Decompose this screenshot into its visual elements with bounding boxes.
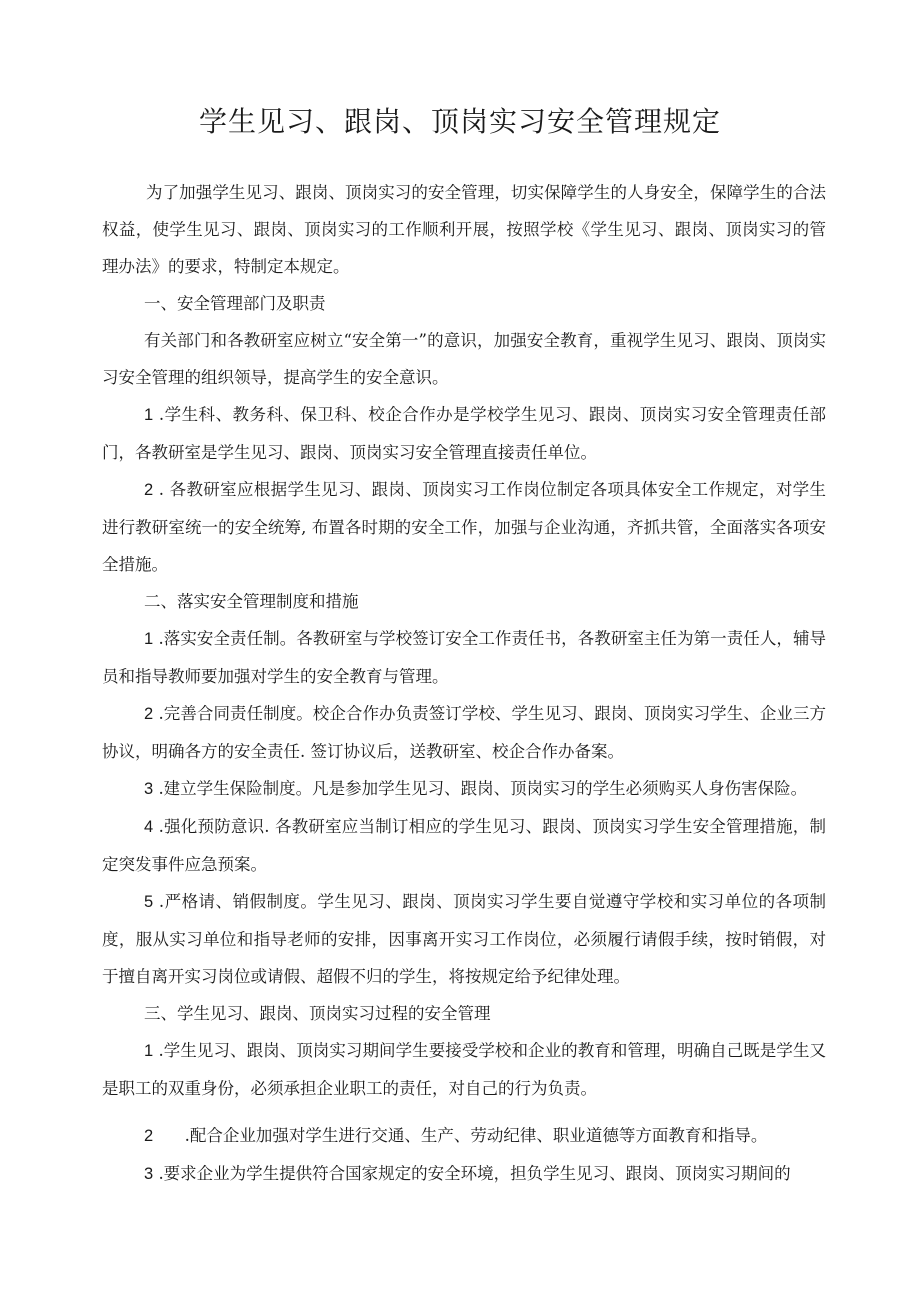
section-1-heading: 一、安全管理部门及职责: [144, 294, 326, 313]
item-number: 2: [144, 1127, 154, 1145]
item-number: 1: [144, 630, 154, 648]
intro-paragraph: 为了加强学生见习、跟岗、顶岗实习的安全管理，切实保障学生的人身安全，保障学生的合法权益，使学生见习、跟岗、顶岗实习的工作顺利开展，按照学校《学生见习、跟岗、顶岗实习的管理办法》的要求，特制定本规定。: [102, 183, 826, 276]
item-text: .学生科、教务科、保卫科、校企合作办是学校学生见习、跟岗、顶岗实习安全管理责任部门，各教研室是学生见习、跟岗、顶岗实习安全管理直接责任单位。: [102, 405, 826, 462]
section-3-item-2: [102, 1117, 826, 1155]
item-number: 1: [144, 1042, 154, 1060]
item-text: .学生见习、跟岗、顶岗实习期间学生要接受学校和企业的教育和管理，明确自己既是学生又是职工的双重身份，必须承担企业职工的责任，对自己的行为负责。: [102, 1041, 827, 1098]
item-text: . 各教研室应根据学生见习、跟岗、顶岗实习工作岗位制定各项具体安全工作规定，对学生进行教研室统一的安全统筹, 布置各时期的安全工作，加强与企业沟通，齐抓共管，全面落实各项安全措施。: [102, 480, 826, 574]
section-3-item-1: [102, 1032, 826, 1107]
item-text: .完善合同责任制度。校企合作办负责签订学校、学生见习、跟岗、顶岗实习学生、企业三方协议，明确各方的安全责任. 签订协议后，送教研室、校企合作办备案。: [102, 704, 827, 761]
section-1-lead: 有关部门和各教研室应树立“安全第一”的意识，加强安全教育，重视学生见习、跟岗、顶岗实习安全管理的组织领导，提高学生的安全意识。: [102, 331, 826, 387]
item-number: 5: [144, 893, 154, 911]
item-number: 4: [144, 818, 154, 836]
section-3-heading: 三、学生见习、跟岗、顶岗实习过程的安全管理: [144, 1004, 491, 1023]
item-text: .建立学生保险制度。凡是参加学生见习、跟岗、顶岗实习的学生必须购买人身伤害保险。: [158, 779, 808, 798]
section-2-item-3: [102, 770, 826, 808]
item-number: 3: [144, 1165, 154, 1183]
section-2-item-1: [102, 620, 826, 695]
item-number: 2: [144, 481, 154, 499]
section-2-heading: 二、落实安全管理制度和措施: [144, 592, 359, 611]
item-text: .严格请、销假制度。学生见习、跟岗、顶岗实习学生要自觉遵守学校和实习单位的各项制度，服从实习单位和指导老师的安排，因事离开实习工作岗位，必须履行请假手续，按时销假，对于擅自离开实习岗位或请假、超假不归的学生，将按规定给予纪律处理。: [102, 892, 826, 986]
section-2-item-4: [102, 808, 826, 883]
item-text: .落实安全责任制。各教研室与学校签订安全工作责任书，各教研室主任为第一责任人，辅导员和指导教师要加强对学生的安全教育与管理。: [102, 629, 827, 686]
section-1-item-1: [102, 396, 826, 471]
item-number: 2: [144, 705, 154, 723]
section-1-item-2: [102, 471, 826, 583]
item-number: 1: [144, 406, 154, 424]
item-text: .强化预防意识. 各教研室应当制订相应的学生见习、跟岗、顶岗实习学生安全管理措施，制定突发事件应急预案。: [102, 817, 826, 874]
section-3-item-3: [102, 1155, 826, 1193]
item-text: .配合企业加强对学生进行交通、生产、劳动纪律、职业道德等方面教育和指导。: [184, 1126, 768, 1145]
document-title: 学生见习、跟岗、顶岗实习安全管理规定: [198, 105, 721, 138]
section-2-item-2: [102, 695, 826, 770]
document-body: [102, 174, 826, 1193]
item-text: .要求企业为学生提供符合国家规定的安全环境，担负学生见习、跟岗、顶岗实习期间的: [158, 1164, 791, 1183]
section-2-item-5: [102, 883, 826, 995]
item-number: 3: [144, 780, 154, 798]
